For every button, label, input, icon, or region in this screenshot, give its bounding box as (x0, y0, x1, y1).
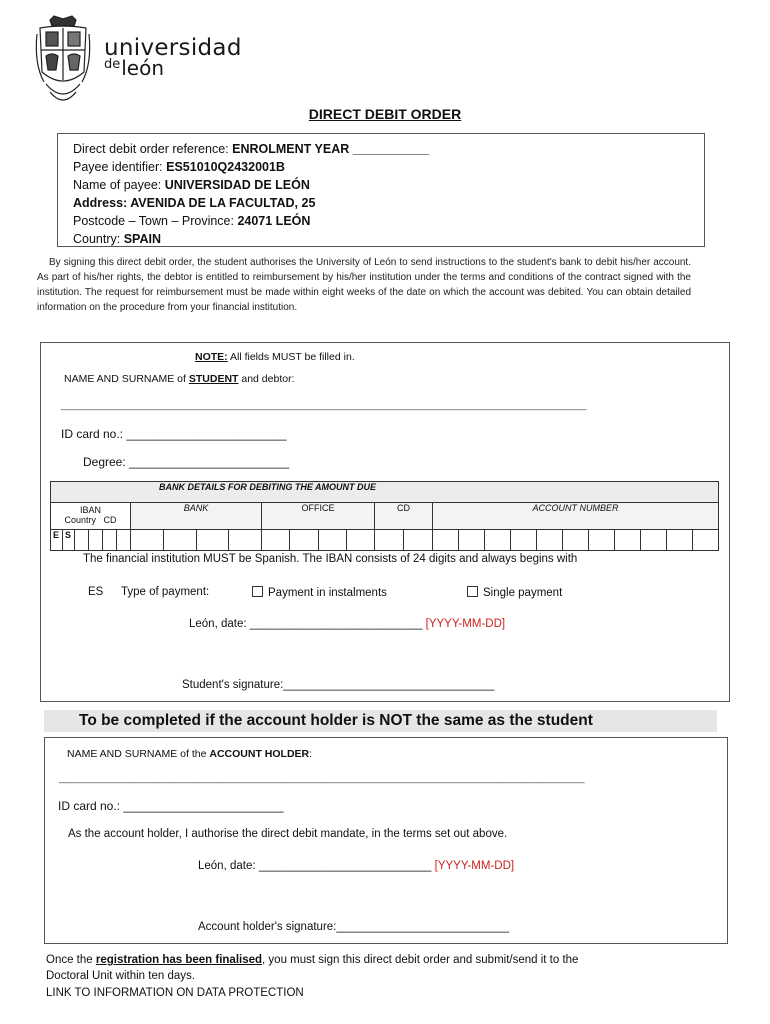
account-cell[interactable] (589, 530, 615, 551)
account-cell[interactable] (615, 530, 641, 551)
cd1-col-label: CD (103, 515, 117, 525)
logo-prefix: de (104, 57, 121, 72)
account-cell[interactable] (667, 530, 693, 551)
student-date-input[interactable]: León, date: ___________________________ (189, 618, 423, 630)
bank-details-table (50, 481, 719, 551)
university-logo-text (104, 36, 242, 82)
iban-note: The financial institution MUST be Spanish. The IBAN consists of 24 digits and always begins with (83, 553, 578, 565)
footer-line2: Doctoral Unit within ten days. (46, 970, 195, 982)
payee-id-label: Payee identifier: (73, 160, 167, 174)
holder-date-format: [YYYY-MM-DD] (434, 860, 515, 872)
postcode-value: 24071 LEÓN (237, 214, 311, 228)
account-cell[interactable] (563, 530, 589, 551)
payee-name-label: Name of payee: (73, 178, 165, 192)
instalments-label: Payment in instalments (268, 587, 387, 599)
footer-line1-end: , you must sign this direct debit order and submit/send it to the (262, 954, 579, 966)
payment-type-label: Type of payment: (121, 586, 210, 598)
footer-line1-bold: registration has been finalised (95, 954, 263, 966)
account-cell[interactable] (641, 530, 667, 551)
payee-name-value: UNIVERSIDAD DE LEÓN (164, 178, 310, 192)
account-holder-banner (44, 710, 717, 732)
holder-name-label-end: : (309, 748, 313, 760)
account-cell[interactable] (511, 530, 537, 551)
footer-line1 (46, 954, 578, 966)
account-cell[interactable] (693, 530, 719, 551)
iban-cell-s: S (63, 530, 75, 551)
reference-label: Direct debit order reference: (73, 142, 233, 156)
holder-signature-field[interactable]: Account holder's signature:___________________________ (198, 921, 510, 933)
account-col-label: ACCOUNT NUMBER (532, 503, 619, 513)
account-holder-banner-text: To be completed if the account holder is NOT the same as the student (79, 712, 593, 729)
reference-value: ENROLMENT YEAR ___________ (232, 142, 430, 156)
iban-cell[interactable] (75, 530, 89, 551)
student-name-label-end: and debtor: (238, 373, 295, 385)
country-col-label: Country (64, 515, 96, 525)
intro-paragraph: By signing this direct debit order, the student authorises the University of León to send instructions to the student's bank to debit his/her account. As part of his/her rights, the debtor is entitled to reimbursement by his/her institution under the terms and conditions of the contract signed with the institution. The request for reimbursement must be made within eight weeks of the date on which the account was debited. You can obtain detailed information on the procedure from your financial institution. (37, 257, 691, 313)
degree-input[interactable]: Degree: ________________________ (83, 455, 290, 469)
holder-authorise-text: As the account holder, I authorise the direct debit mandate, in the terms set out above. (68, 828, 508, 840)
student-signature-field[interactable]: Student's signature:_________________________________ (182, 679, 495, 691)
note-label: NOTE: (195, 351, 228, 363)
bank-table-header: BANK DETAILS FOR DEBITING THE AMOUNT DUE (51, 482, 719, 503)
account-cell[interactable] (459, 530, 485, 551)
iban-column (51, 503, 131, 530)
account-holder-section (44, 737, 728, 944)
country-label: Country: (73, 232, 124, 246)
student-name-label: NAME AND SURNAME of (64, 373, 189, 385)
country-value: SPAIN (123, 232, 161, 246)
student-section (40, 342, 730, 702)
instalments-checkbox[interactable] (252, 586, 263, 597)
note-text: All fields MUST be filled in. (227, 351, 355, 363)
payee-details-box (57, 133, 705, 247)
holder-date-input[interactable]: León, date: ___________________________ (198, 860, 432, 872)
account-column (433, 503, 719, 530)
payee-id-value: ES51010Q2432001B (166, 160, 285, 174)
address-label: Address: (73, 196, 131, 210)
bank-entry-row (51, 530, 719, 551)
cd-column (375, 503, 433, 530)
iban-cell[interactable] (89, 530, 103, 551)
single-payment-checkbox[interactable] (467, 586, 478, 597)
logo-line2: león (121, 56, 165, 80)
iban-es-label: ES (88, 586, 104, 598)
office-column (262, 503, 375, 530)
university-crest-icon (32, 14, 94, 110)
bank-col-label: BANK (183, 503, 209, 513)
cd2-col-label: CD (397, 503, 410, 513)
cd-cell[interactable] (375, 530, 433, 551)
student-id-input[interactable]: ID card no.: ________________________ (61, 427, 287, 441)
account-cell[interactable] (433, 530, 459, 551)
iban-cell-e: E (51, 530, 63, 551)
instalments-option[interactable] (252, 586, 387, 599)
holder-id-input[interactable]: ID card no.: ________________________ (58, 799, 284, 813)
account-cell[interactable] (537, 530, 563, 551)
account-cell[interactable] (485, 530, 511, 551)
single-payment-label: Single payment (483, 587, 563, 599)
single-payment-option[interactable] (467, 586, 562, 599)
holder-name-label: NAME AND SURNAME of the (67, 748, 210, 760)
student-date-format: [YYYY-MM-DD] (425, 618, 506, 630)
student-name-label-bold: STUDENT (188, 373, 239, 385)
bank-cell[interactable] (131, 530, 262, 551)
footer-line1-start: Once the (46, 954, 96, 966)
holder-name-label-bold: ACCOUNT HOLDER (209, 748, 310, 760)
office-col-label: OFFICE (301, 503, 335, 513)
student-name-input[interactable]: __________________________________________________________________________________________ (61, 399, 587, 411)
logo-line1: universidad (104, 35, 242, 61)
bank-column (131, 503, 262, 530)
office-cell[interactable] (262, 530, 375, 551)
postcode-label: Postcode – Town – Province: (73, 214, 238, 228)
address-value: AVENIDA DE LA FACULTAD, 25 (130, 196, 316, 210)
iban-cell[interactable] (117, 530, 131, 551)
holder-name-input[interactable]: __________________________________________________________________________________________ (59, 772, 585, 784)
data-protection-link[interactable]: LINK TO INFORMATION ON DATA PROTECTION (46, 987, 304, 999)
iban-cell[interactable] (103, 530, 117, 551)
iban-label: IBAN (79, 505, 101, 515)
page-title: DIRECT DEBIT ORDER (308, 106, 462, 122)
